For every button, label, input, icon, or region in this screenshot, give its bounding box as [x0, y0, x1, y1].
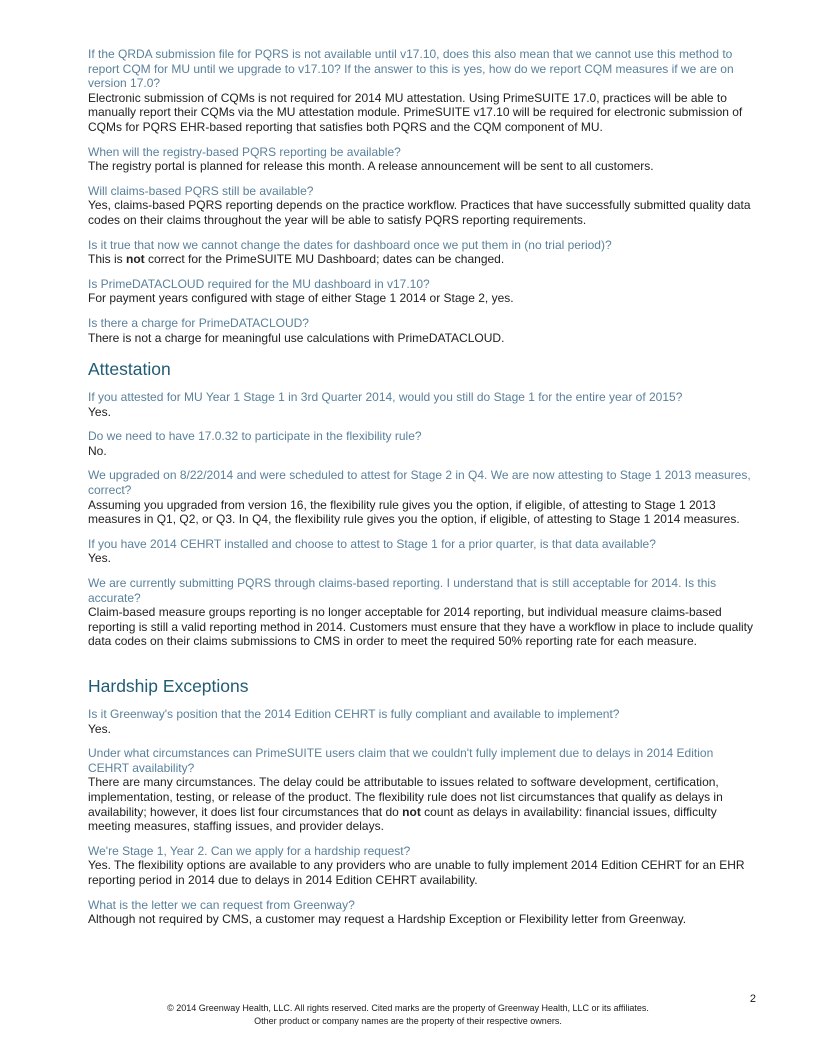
faq-question: Is it Greenway's position that the 2014 Edition CEHRT is fully compliant and available to implement?	[88, 707, 620, 721]
qa-item	[88, 316, 756, 345]
qa-item	[88, 468, 756, 526]
faq-question: We're Stage 1, Year 2. Can we apply for a hardship request?	[88, 843, 411, 858]
faq-question: Is there a charge for PrimeDATACLOUD?	[88, 315, 309, 330]
faq-question: Will claims-based PQRS still be available?	[88, 183, 314, 198]
qa-item	[88, 746, 756, 834]
answer-text: count as delays in availability: financial issues, difficulty meeting measures, staffing issues, and provider delays.	[88, 804, 717, 834]
faq-answer: Although not required by CMS, a customer may request a Hardship Exception or Flexibility letter from Greenway.	[88, 912, 687, 927]
faq-answer	[88, 252, 756, 267]
qa-item	[88, 576, 756, 649]
qa-item	[88, 537, 756, 566]
answer-text: There are many circumstances. The delay could be attributable to issues related to software development, certification, implementation, testing, or release of the product. The flexibility rule does not list circumstances that qualify as delays in availability; however, it does list four circumstances that do	[88, 775, 723, 819]
faq-question: Do we need to have 17.0.32 to participate in the flexibility rule?	[88, 429, 422, 444]
footer-trademark-line: Other product or company names are the property of their respective owners.	[254, 1016, 562, 1026]
faq-question: When will the registry-based PQRS reporting be available?	[88, 144, 401, 159]
faq-answer: Yes.	[88, 551, 111, 566]
faq-answer: No.	[88, 443, 107, 458]
qa-item	[88, 707, 756, 736]
qa-item	[88, 277, 756, 306]
faq-answer: Yes.	[88, 721, 111, 736]
faq-answer: There is not a charge for meaningful use calculations with PrimeDATACLOUD.	[88, 330, 505, 345]
faq-question: If the QRDA submission file for PQRS is not available until v17.10, does this also mean that we cannot use this method to report CQM for MU until we upgrade to v17.10? If the answer to this is yes, how do we report CQM measures if we are on version 17.0?	[88, 47, 734, 91]
faq-answer: Electronic submission of CQMs is not required for 2014 MU attestation. Using PrimeSUITE 17.0, practices will be able to manually report their CQMs via the MU attestation module. PrimeSUITE v17.10 will be required for electronic submission of CQMs for PQRS EHR-based reporting that satisfies both PQRS and the CQM component of MU.	[88, 90, 743, 134]
faq-answer: Claim-based measure groups reporting is no longer acceptable for 2014 reporting, but individual measure claims-based reporting is still a valid reporting method in 2014. Customers must ensure that they have a workflow in place to include quality data codes on their claims submissions to CMS in order to meet the required 50% reporting rate for each measure.	[88, 605, 754, 649]
faq-answer: For payment years configured with stage of either Stage 1 2014 or Stage 2, yes.	[88, 291, 514, 306]
faq-question: What is the letter we can request from Greenway?	[88, 897, 355, 912]
answer-emphasis: not	[402, 804, 421, 819]
faq-question: We upgraded on 8/22/2014 and were scheduled to attest for Stage 2 in Q4. We are now attesting to Stage 1 2013 measures, correct?	[88, 468, 751, 498]
faq-answer: Assuming you upgraded from version 16, the flexibility rule gives you the option, if eligible, of attesting to Stage 1 2013 measures in Q1, Q2, or Q3. In Q4, the flexibility rule gives you the option, if eligible, of attesting to Stage 1 2014 measures.	[88, 497, 740, 527]
faq-answer: The registry portal is planned for release this month. A release announcement will be sent to all customers.	[88, 159, 654, 174]
page-number: 2	[749, 993, 756, 1005]
faq-answer: Yes. The flexibility options are available to any providers who are unable to fully implement 2014 Edition CEHRT for an EHR reporting period in 2014 due to delays in 2014 Edition CEHRT availability.	[88, 858, 745, 887]
qa-item	[88, 238, 756, 267]
faq-answer: Yes.	[88, 404, 111, 419]
qa-item	[88, 429, 756, 458]
footer-copyright-line: © 2014 Greenway Health, LLC. All rights reserved. Cited marks are the property of Greenway Health, LLC or its affiliates.	[167, 1003, 649, 1013]
section-heading-attestation: Attestation	[88, 359, 171, 380]
answer-text: correct for the PrimeSUITE MU Dashboard; dates can be changed.	[144, 252, 505, 267]
faq-question: If you attested for MU Year 1 Stage 1 in 3rd Quarter 2014, would you still do Stage 1 for the entire year of 2015?	[88, 390, 683, 405]
qa-item	[88, 184, 756, 228]
faq-question: Under what circumstances can PrimeSUITE users claim that we couldn't fully implement due to delays in 2014 Edition CEHRT availability?	[88, 746, 714, 775]
faq-question: Is PrimeDATACLOUD required for the MU dashboard in v17.10?	[88, 276, 430, 291]
qa-item	[88, 898, 756, 927]
answer-text: This is	[88, 252, 127, 267]
section-heading-hardship-exceptions: Hardship Exceptions	[88, 676, 249, 696]
faq-question: If you have 2014 CEHRT installed and choose to attest to Stage 1 for a prior quarter, is that data available?	[88, 536, 656, 551]
qa-item	[88, 47, 756, 135]
page-footer	[0, 1002, 816, 1028]
faq-answer	[88, 775, 756, 833]
qa-item	[88, 844, 756, 888]
faq-question: We are currently submitting PQRS through claims-based reporting. I understand that is still acceptable for 2014. Is this accurate?	[88, 576, 717, 605]
answer-emphasis: not	[126, 252, 145, 267]
faq-answer: Yes, claims-based PQRS reporting depends on the practice workflow. Practices that have successfully submitted quality data codes on their claims throughout the year will be able to satisfy PQRS reporting requirements.	[88, 198, 751, 227]
qa-item	[88, 390, 756, 419]
qa-item	[88, 145, 756, 174]
faq-question: Is it true that now we cannot change the dates for dashboard once we put them in (no trial period)?	[88, 237, 612, 252]
